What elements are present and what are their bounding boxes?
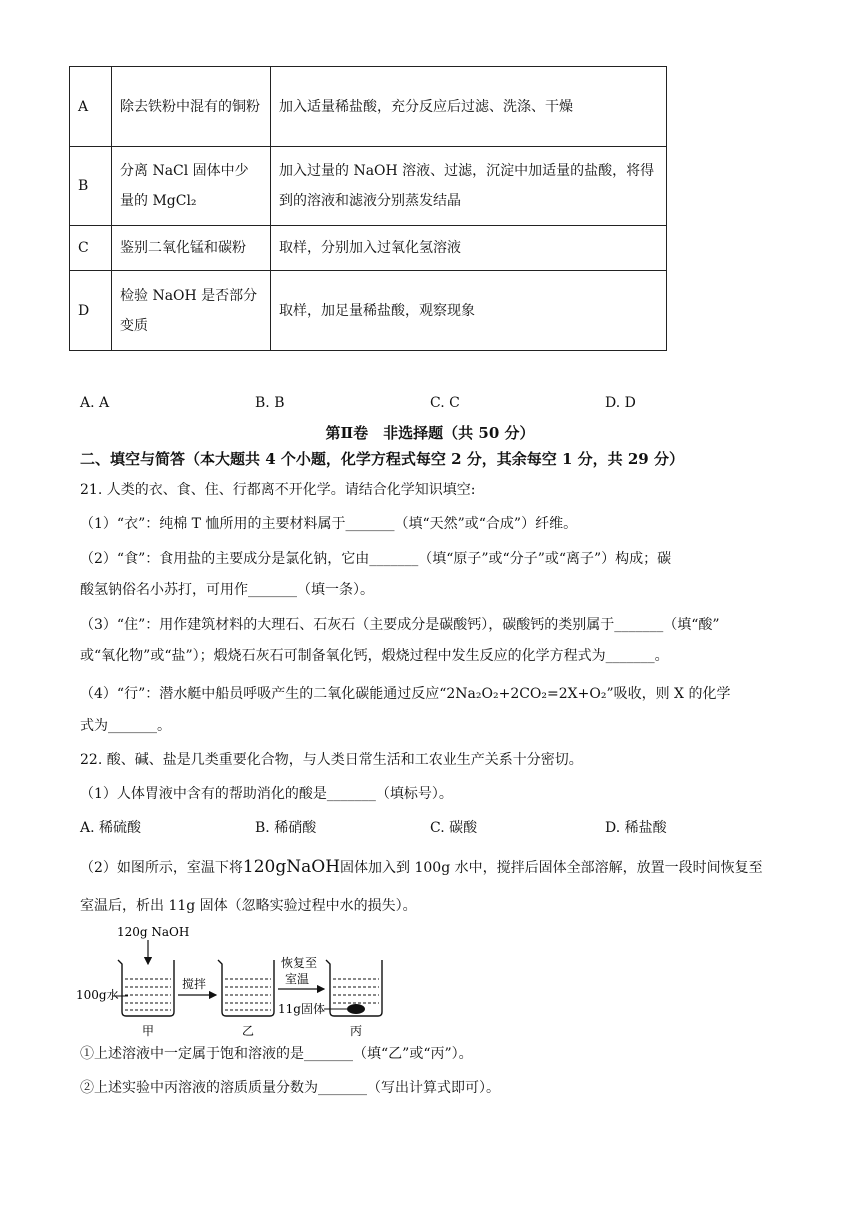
row-method: 取样，加足量稀盐酸，观察现象	[271, 271, 667, 351]
q22-part2a-mass: 120gNaOH	[242, 857, 341, 877]
choice-b: B. B	[255, 395, 285, 411]
table-row	[70, 226, 667, 271]
beaker-jia	[118, 960, 174, 1016]
row-label: B	[70, 147, 112, 226]
stir-label: 搅拌	[182, 977, 207, 991]
row-label: C	[70, 226, 112, 271]
restore-label-1: 恢复至	[281, 956, 318, 970]
choice-a: A. A	[80, 395, 110, 411]
q22-choice-d: D. 稀盐酸	[605, 820, 667, 836]
q21-part3b: 或“氧化物”或“盐”）；煅烧石灰石可制备氧化钙，煅烧过程中发生反应的化学方程式为_______。	[80, 648, 669, 664]
row-purpose: 检验 NaOH 是否部分变质	[112, 271, 271, 351]
naoh-label: 120g NaOH	[117, 925, 190, 939]
q21-part2a: （2）“食”：食用盐的主要成分是氯化钠，它由_______（填“原子”或“分子”或“离子”）构成；碳	[80, 551, 672, 567]
precipitate	[347, 1004, 365, 1014]
q21-part3a: （3）“住”：用作建筑材料的大理石、石灰石（主要成分是碳酸钙），碳酸钙的类别属于_______（填“酸”	[80, 617, 720, 633]
row-purpose: 鉴别二氧化锰和碳粉	[112, 226, 271, 271]
q22-sub1: ①上述溶液中一定属于饱和溶液的是_______（填“乙”或“丙”）。	[80, 1046, 473, 1062]
q22-part2a-pre: （2）如图所示，室温下将	[80, 860, 243, 876]
dissolving-figure	[74, 922, 404, 1040]
row-method: 加入过量的 NaOH 溶液、过滤，沉淀中加适量的盐酸，将得到的溶液和滤液分别蒸发结晶	[271, 147, 667, 226]
solid-label: 11g固体	[278, 1002, 325, 1016]
row-method: 加入适量稀盐酸，充分反应后过滤、洗涤、干燥	[271, 67, 667, 147]
options-table	[69, 66, 667, 351]
choice-d: D. D	[605, 395, 636, 411]
section-title: 第Ⅱ卷 非选择题（共 50 分）	[325, 424, 535, 442]
choice-c: C. C	[430, 395, 460, 411]
q22-choice-a: A. 稀硫酸	[80, 820, 142, 836]
row-label: D	[70, 271, 112, 351]
part-title: 二、填空与简答（本大题共 4 个小题，化学方程式每空 2 分，其余每空 1 分，共 29 分）	[80, 450, 684, 468]
q21-stem: 21. 人类的衣、食、住、行都离不开化学。请结合化学知识填空:	[80, 482, 476, 498]
water-label: 100g水	[76, 988, 119, 1002]
q22-part2a-post: 固体加入到 100g 水中，搅拌后固体全部溶解，放置一段时间恢复至	[340, 860, 763, 876]
beaker-bing	[326, 960, 382, 1016]
q21-part4a: （4）“行”：潜水艇中船员呼吸产生的二氧化碳能通过反应“2Na₂O₂+2CO₂=2X+O₂”吸收，则 X 的化学	[80, 686, 731, 702]
row-purpose: 除去铁粉中混有的铜粉	[112, 67, 271, 147]
q22-sub2: ②上述实验中丙溶液的溶质质量分数为_______（写出计算式即可）。	[80, 1080, 500, 1096]
table-row	[70, 67, 667, 147]
q22-part1: （1）人体胃液中含有的帮助消化的酸是_______（填标号）。	[80, 786, 453, 802]
q22-part2b: 室温后，析出 11g 固体（忽略实验过程中水的损失）。	[80, 898, 417, 914]
row-method: 取样，分别加入过氧化氢溶液	[271, 226, 667, 271]
restore-label-2: 室温	[285, 972, 310, 986]
q22-choice-c: C. 碳酸	[430, 820, 478, 836]
table-row	[70, 271, 667, 351]
q21-part1: （1）“衣”：纯棉 T 恤所用的主要材料属于_______（填“天然”或“合成”）纤维。	[80, 516, 578, 532]
q22-part2a	[80, 857, 763, 878]
q21-part2b: 酸氢钠俗名小苏打，可用作_______（填一条）。	[80, 582, 374, 598]
beaker-yi	[218, 960, 274, 1016]
table-row	[70, 147, 667, 226]
q22-stem: 22. 酸、碱、盐是几类重要化合物，与人类日常生活和工农业生产关系十分密切。	[80, 752, 583, 768]
beaker-label-yi: 乙	[242, 1024, 255, 1038]
beaker-label-jia: 甲	[142, 1024, 155, 1038]
row-label: A	[70, 67, 112, 147]
row-purpose: 分离 NaCl 固体中少量的 MgCl₂	[112, 147, 271, 226]
q21-part4b: 式为_______。	[80, 718, 171, 734]
beaker-label-bing: 丙	[350, 1024, 363, 1038]
q22-choice-b: B. 稀硝酸	[255, 820, 317, 836]
